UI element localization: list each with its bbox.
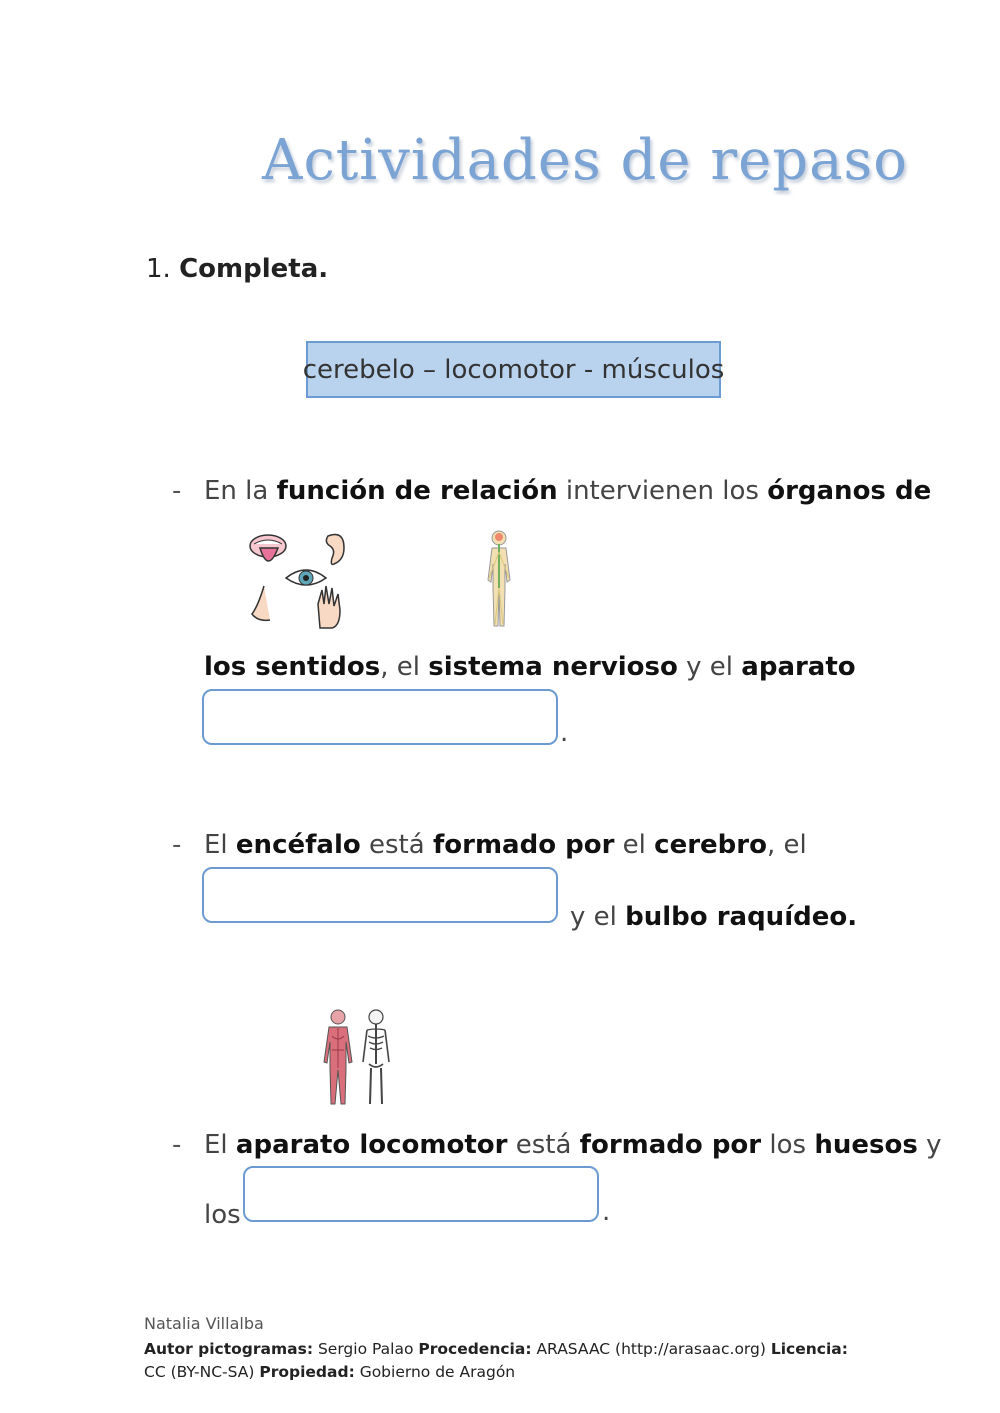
credit-key: Licencia:: [770, 1340, 848, 1358]
credit-value: ARASAAC (http://arasaac.org): [531, 1340, 771, 1358]
item1-bold: órganos de: [767, 476, 932, 506]
nervous-system-pictogram-icon: [474, 528, 524, 630]
credit-value: Gobierno de Aragón: [354, 1363, 516, 1381]
credit-value: CC (BY-NC-SA): [144, 1363, 260, 1381]
item1-text: , el: [380, 652, 429, 682]
item2-text: El: [204, 830, 236, 860]
credit-key: Autor pictogramas:: [144, 1340, 314, 1358]
item2-answer-field[interactable]: [202, 867, 558, 923]
item3-bold: aparato locomotor: [235, 1130, 508, 1160]
item2-bold: formado por: [432, 830, 615, 860]
item2-bold: cerebro: [654, 830, 767, 860]
item1-bold: aparato: [741, 652, 856, 682]
item2-text: está: [360, 830, 433, 860]
item1-dash: -: [172, 476, 182, 506]
item2-text: el: [614, 830, 655, 860]
item3-bold: huesos: [814, 1130, 918, 1160]
question-label: Completa.: [179, 254, 329, 284]
item2-line1: [204, 830, 807, 860]
item3-text: y: [917, 1130, 942, 1160]
item1-bold: función de relación: [276, 476, 558, 506]
item3-text: los: [761, 1130, 815, 1160]
item3-dash: -: [172, 1130, 182, 1160]
item3-text: está: [507, 1130, 580, 1160]
word-bank: cerebelo – locomotor - músculos: [306, 341, 721, 398]
muscles-skeleton-pictogram-icon: [320, 1008, 396, 1106]
footer-author: Natalia Villalba: [144, 1314, 264, 1333]
footer-credits: [144, 1338, 864, 1384]
item2-text: , el: [766, 830, 807, 860]
item3-line2: los: [204, 1200, 241, 1230]
item1-bold: los sentidos: [204, 652, 381, 682]
credit-key: Procedencia:: [418, 1340, 532, 1358]
item3-bold: formado por: [579, 1130, 762, 1160]
item2-dash: -: [172, 830, 182, 860]
item2-text: y el: [570, 902, 626, 932]
question-heading: [146, 254, 328, 284]
page-title: Actividades de repaso: [262, 128, 908, 193]
item1-text: intervienen los: [557, 476, 768, 506]
item1-text: En la: [204, 476, 277, 506]
item1-line1: [204, 476, 931, 506]
item1-period: .: [560, 718, 569, 748]
item1-answer-field[interactable]: [202, 689, 558, 745]
senses-pictogram-icon: [248, 528, 360, 630]
item3-text: El: [204, 1130, 236, 1160]
item1-line2: [204, 652, 856, 682]
question-number: 1.: [146, 254, 171, 284]
item2-bold: bulbo raquídeo.: [625, 902, 858, 932]
item1-bold: sistema nervioso: [428, 652, 678, 682]
item2-bold: encéfalo: [235, 830, 361, 860]
credit-key: Propiedad:: [259, 1363, 355, 1381]
item2-line2: [570, 902, 857, 932]
item3-answer-field[interactable]: [243, 1166, 599, 1222]
item3-line1: [204, 1130, 941, 1160]
item1-text: y el: [677, 652, 742, 682]
credit-value: Sergio Palao: [313, 1340, 419, 1358]
item3-period: .: [602, 1197, 611, 1227]
